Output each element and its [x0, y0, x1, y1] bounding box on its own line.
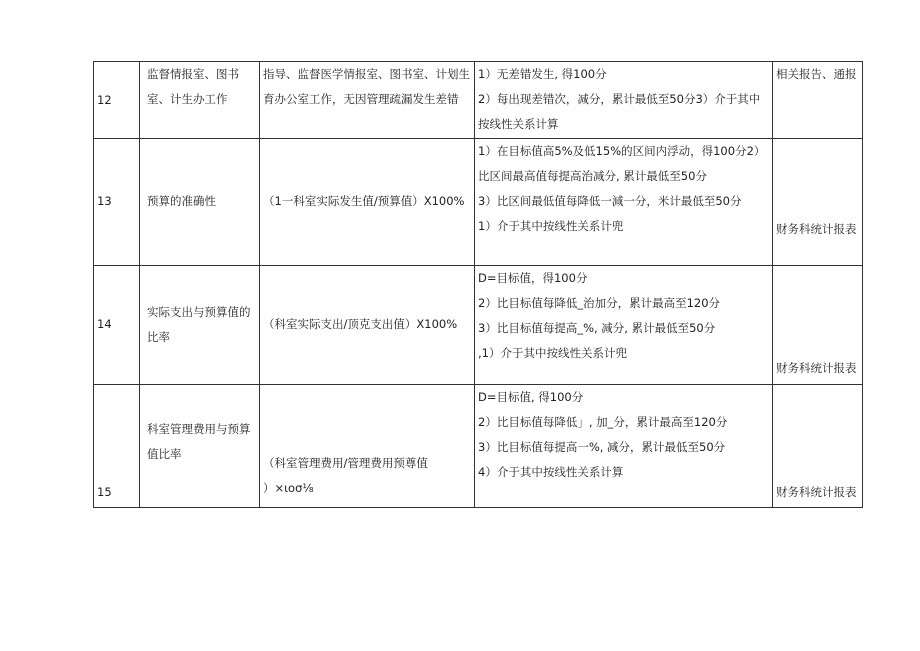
formula-text: （科室实际支出/顶克支出值）X100% — [263, 317, 458, 331]
item-cell — [140, 139, 260, 266]
table-row — [94, 385, 863, 508]
row-number: 15 — [97, 485, 112, 499]
criteria-cell — [475, 385, 773, 508]
source-text: 相关报告、通报 — [776, 67, 857, 81]
criteria-line: D=目标值，得100分 — [478, 271, 588, 285]
source-cell — [773, 266, 863, 385]
item-text: 预算的准确性 — [147, 194, 216, 208]
source-cell — [773, 62, 863, 139]
table-row — [94, 266, 863, 385]
criteria-line: 1）无差错发生, 得100分 — [478, 67, 607, 81]
source-cell — [773, 385, 863, 508]
criteria-line: 2）每出现差错次，减分，累计最低至50分3）介于其中 — [478, 92, 761, 106]
criteria-line: 1）在目标值高5%及低15%的区间内浮动，得100分2） — [478, 144, 766, 158]
formula-cell — [260, 62, 475, 139]
formula-cell — [260, 266, 475, 385]
assessment-table — [93, 61, 863, 508]
criteria-cell — [475, 139, 773, 266]
criteria-cell — [475, 62, 773, 139]
formula-text: （科室管理费用/管理费用预尊值 — [263, 456, 428, 470]
row-number: 12 — [97, 93, 112, 107]
row-number: 13 — [97, 194, 112, 208]
row-number: 14 — [97, 317, 112, 331]
source-text: 财务科统计报表 — [776, 222, 857, 236]
formula-cell — [260, 139, 475, 266]
criteria-line: 比区间最高值每提高治减分, 累计最低至50分 — [478, 169, 707, 183]
source-cell — [773, 139, 863, 266]
formula-cell — [260, 385, 475, 508]
formula-text: 指导、监督医学情报室、图书室、计划生育办公室工作，无因管理疏漏发生差错 — [263, 67, 470, 106]
criteria-line: 2）比目标值每降低」, 加_分，累计最高至120分 — [478, 415, 728, 429]
criteria-line: ,1）介于其中按线性关系计兜 — [478, 346, 627, 360]
criteria-line: 1）介于其中按线性关系计兜 — [478, 219, 624, 233]
item-text: 监督情报室、图书室、计生办工作 — [147, 67, 239, 106]
criteria-line: D=目标值, 得100分 — [478, 390, 584, 404]
criteria-line: 3）比目标值每提高_%, 减分, 累计最低至50分 — [478, 321, 716, 335]
table-row — [94, 139, 863, 266]
criteria-line: 3）比区间最低值每降低一減一分，米计最低至50分 — [478, 194, 742, 208]
formula-text: （1一科室实际发生值/预算值）X100% — [263, 194, 465, 208]
item-cell — [140, 266, 260, 385]
item-text: 实际支出与预算值的比率 — [147, 305, 251, 344]
row-number-cell — [94, 266, 140, 385]
item-cell — [140, 385, 260, 508]
table-row — [94, 62, 863, 139]
item-cell — [140, 62, 260, 139]
criteria-line: 4）介于其中按线性关系计算 — [478, 465, 624, 479]
criteria-cell — [475, 266, 773, 385]
criteria-line: 按线性关系计算 — [478, 117, 559, 131]
item-text: 科室管理费用与预算值比率 — [147, 422, 251, 461]
criteria-line: 3）比目标值每提高一%, 减分，累计最低至50分 — [478, 440, 726, 454]
row-number-cell — [94, 139, 140, 266]
row-number-cell — [94, 385, 140, 508]
source-text: 财务科统计报表 — [776, 361, 857, 375]
row-number-cell — [94, 62, 140, 139]
formula-text-cont: ）×ιoσ⅛ — [263, 481, 314, 495]
criteria-line: 2）比目标值每降低_治加分，累计最高至120分 — [478, 296, 721, 310]
source-text: 财务科统计报表 — [776, 485, 857, 499]
